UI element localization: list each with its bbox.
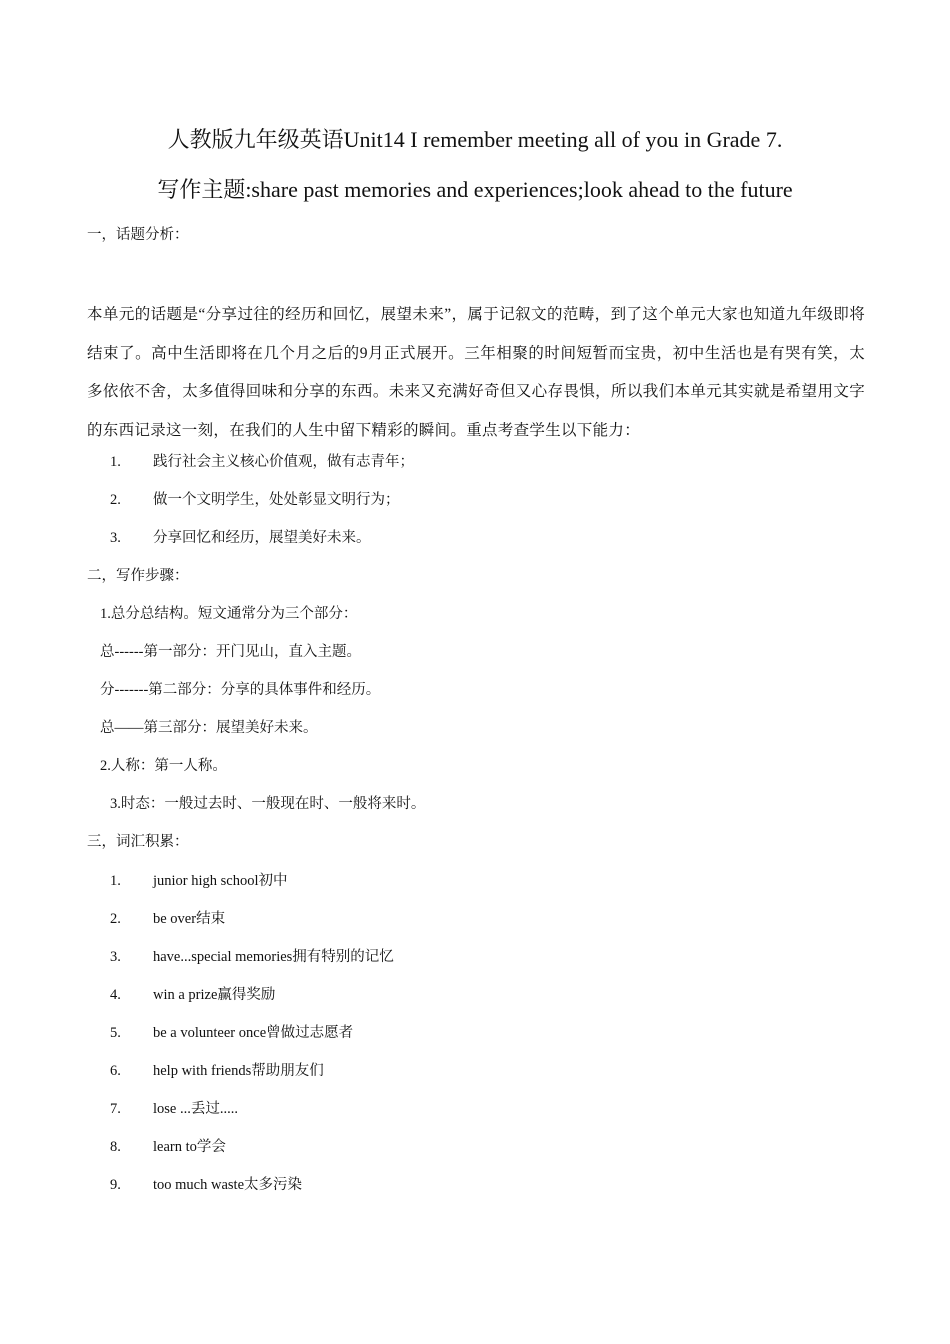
vocab-item-text: too much waste太多污染 (153, 1177, 303, 1193)
vocab-item-text: junior high school初中 (153, 873, 288, 889)
section2-line: 总——第三部分：展望美好未来。 (100, 720, 318, 736)
vocab-item-text: have...special memories拥有特别的记忆 (153, 949, 394, 965)
vocab-item-num: 1. (110, 873, 121, 889)
section2-heading: 二，写作步骤： (87, 568, 189, 584)
section1-item-text: 做一个文明学生，处处彰显文明行为； (153, 492, 400, 508)
section1-item-text: 践行社会主义核心价值观，做有志青年； (153, 454, 414, 470)
section2-line: 1.总分总结构。短文通常分为三个部分： (100, 606, 358, 622)
vocab-item-num: 2. (110, 911, 121, 927)
section1-item-num: 3. (110, 530, 121, 546)
vocab-item-text: win a prize赢得奖励 (153, 987, 276, 1003)
section1-item-text: 分享回忆和经历，展望美好未来。 (153, 530, 371, 546)
vocab-item-num: 9. (110, 1177, 121, 1193)
section1-item-num: 2. (110, 492, 121, 508)
vocab-item-num: 7. (110, 1101, 121, 1117)
vocab-item-num: 3. (110, 949, 121, 965)
vocab-item-num: 8. (110, 1139, 121, 1155)
vocab-item-text: be a volunteer once曾做过志愿者 (153, 1025, 354, 1041)
section1-heading: 一，话题分析： (87, 227, 189, 243)
section2-line: 2.人称：第一人称。 (100, 758, 227, 774)
vocab-item-text: learn to学会 (153, 1139, 226, 1155)
vocab-item-text: help with friends帮助朋友们 (153, 1063, 324, 1079)
vocab-item-num: 4. (110, 987, 121, 1003)
vocab-item-num: 6. (110, 1063, 121, 1079)
vocab-item-text: lose ...丢过..... (153, 1101, 238, 1117)
section3-heading: 三，词汇积累： (87, 834, 189, 850)
section2-line: 3.时态：一般过去时、一般现在时、一般将来时。 (110, 796, 426, 812)
vocab-item-num: 5. (110, 1025, 121, 1041)
document-title-line1: 人教版九年级英语Unit14 I remember meeting all of you in Grade 7. (167, 127, 783, 152)
section2-line: 分-------第二部分：分享的具体事件和经历。 (100, 682, 381, 698)
section1-item-num: 1. (110, 454, 121, 470)
section1-paragraph: 本单元的话题是“分享过往的经历和回忆，展望未来”，属于记叙文的范畴，到了这个单元大家也知道九年级即将结束了。高中生活即将在几个月之后的9月正式展开。三年相聚的时间短暂而宝贵，初中生活也是有哭有笑，太多依依不舍，太多值得回味和分享的东西。未来又充满好奇但又心存畏惧，所以我们本单元其实就是希望用文字的东西记录这一刻，在我们的人生中留下精彩的瞬间。重点考查学生以下能力： (87, 306, 865, 440)
vocab-item-text: be over结束 (153, 911, 226, 927)
section2-line: 总------第一部分：开门见山，直入主题。 (100, 644, 361, 660)
document-title-line2: 写作主题:share past memories and experiences;look ahead to the future (157, 177, 793, 202)
